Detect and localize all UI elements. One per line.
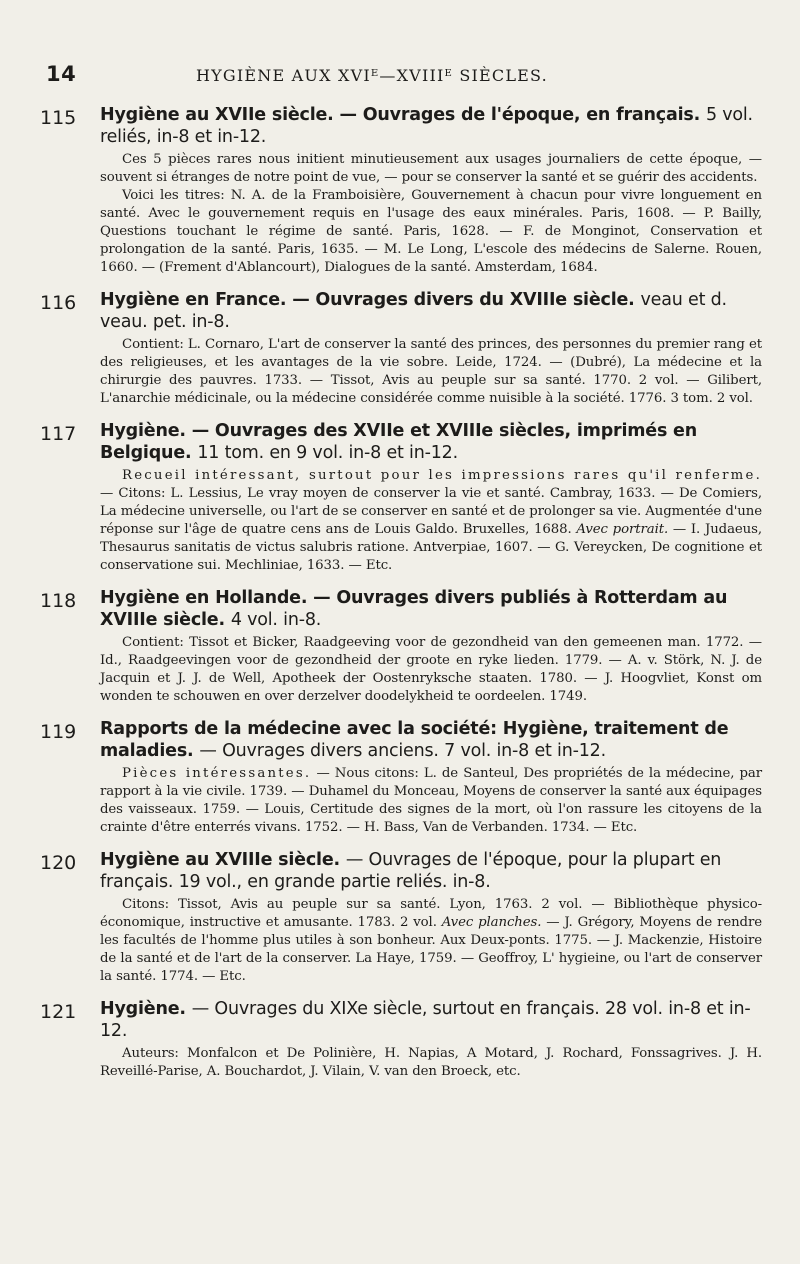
entry-description-italic: Avec portrait. [576, 522, 669, 537]
entry-description [100, 765, 762, 837]
catalogue-entry-115 [40, 104, 762, 277]
entry-description-text: — Nous citons: L. de Santeul, Des propriétés de la médecine, par rapport à la vie civile. 1739. — Duhamel du Monceau, Moyens de conserver la santé aux équipages des vaisseaux. 1759. — Louis, Certitude des signes de la mort, où l'on rassure les citoyens de la crainte d'être enterrés vivans. 1752. — H. Bass, Van de Verbanden. 1734. — Etc. [100, 766, 762, 835]
entry-description: Contient: Tissot et Bicker, Raadgeeving voor de gezondheid van den gemeenen man. 1772. — Id., Raadgeevingen voor de gezondheid der groote en ryke lieden. 1779. — A. v. Störk, N. J. de Jacquin et J. J. de Well, Apotheek der Oostenryksche staaten. 1780. — J. Hoogvliet, Konst om wonden te schouwen en over derzelver doodelykheid te oordeelen. 1749. [100, 635, 762, 704]
catalogue-entry-118 [40, 587, 762, 706]
catalogue-entry-120 [40, 849, 762, 986]
entry-description-italic: Avec planches. [441, 915, 542, 930]
entry-description-spaced: Recueil intéressant, surtout pour les impressions rares qu'il renferme. [122, 468, 762, 483]
page-number: 14 [46, 62, 77, 86]
catalogue-entry-117 [40, 420, 762, 575]
catalogue-entries [40, 104, 762, 1081]
entry-title-sub: 11 tom. en 9 vol. in-8 et in-12. [197, 443, 458, 463]
entry-description-text: Citons: Tissot, Avis au peuple sur sa santé. Lyon, 1763. 2 vol. — Bibliothèque physico-économique, instructive et amusante. 1783. 2 vol. [100, 897, 762, 930]
entry-description: Auteurs: Monfalcon et De Polinière, H. Napias, A Motard, J. Rochard, Fonssagrives. J. H. Reveillé-Parise, A. Bouchardot, J. Vilain, V. van den Broeck, etc. [100, 1046, 762, 1079]
catalogue-entry-121 [40, 998, 762, 1081]
entry-description [100, 896, 762, 986]
entry-description-text: — Citons: L. Lessius, Le vray moyen de conserver la vie et santé. Cambray, 1633. — De Comiers, La médecine universelle, ou l'art de se conserver en santé et de prolonger sa vie. Augmentée d'une réponse sur l'âge de quatre cens ans de Louis Galdo. Bruxelles, 1688. [100, 486, 762, 537]
entry-title [100, 104, 762, 148]
catalogue-entry-119 [40, 718, 762, 837]
entry-title-main: Hygiène en Hollande. — Ouvrages divers publiés à Rotterdam au XVIIIe siècle. [100, 588, 728, 630]
entry-title-main: Hygiène en France. — Ouvrages divers du XVIIIe siècle. [100, 290, 635, 310]
page-header [46, 62, 756, 92]
entry-number: 117 [40, 423, 77, 445]
entry-title-sub: — Ouvrages de l'époque, pour la plupart en français. 19 vol., en grande partie reliés. in-8. [100, 850, 722, 892]
entry-title [100, 849, 762, 893]
entry-title [100, 587, 762, 631]
entry-title-main: Rapports de la médecine avec la société: Hygiène, traitement de maladies. [100, 719, 729, 761]
entry-description [100, 467, 762, 575]
entry-title-sub: — Ouvrages divers anciens. 7 vol. in-8 et in-12. [199, 741, 606, 761]
entry-description: Ces 5 pièces rares nous initient minutieusement aux usages journaliers de cette époque, — souvent si étranges de notre point de vue, — pour se conserver la santé et se guérir des accidents. [100, 152, 762, 185]
entry-description: Contient: L. Cornaro, L'art de conserver la santé des princes, des personnes du premier rang et des religieuses, et les avantages de la vie sobre. Leide, 1724. — (Dubré), La médecine et la chirurgie des pauvres. 1733. — Tissot, Avis au peuple sur sa santé. 1770. 2 vol. — Gilibert, L'anarchie médicinale, ou la médecine considérée comme nuisible à la société. 1776. 3 tom. 2 vol. [100, 337, 762, 406]
entry-title [100, 718, 762, 762]
entry-description-tail: — I. Judaeus, Thesaurus sanitatis de victus salubris ratione. Antverpiae, 1607. — G. Vereycken, De cognitione et conservatione sui. Mechliniae, 1633. — Etc. [100, 522, 762, 573]
entry-title [100, 998, 762, 1042]
entry-description-spaced: Pièces intéressantes. [122, 766, 312, 781]
entry-title-main: Hygiène. — Ouvrages des XVIIe et XVIIIe siècles, imprimés en Belgique. [100, 421, 697, 463]
entry-number: 115 [40, 107, 77, 129]
entry-title-main: Hygiène. [100, 999, 186, 1019]
entry-number: 119 [40, 721, 77, 743]
entry-number: 121 [40, 1001, 77, 1023]
entry-title-sub: veau et d. veau. pet. in-8. [100, 290, 727, 332]
entry-description-tail: — J. Grégory, Moyens de rendre les facultés de l'homme plus utiles à son bonheur. Aux Deux-ponts. 1775. — J. Mackenzie, Histoire de la santé et de l'art de la conserver. La Haye, 1759. — Geoffroy, L' hygieine, ou l'art de conserver la santé. 1774. — Etc. [100, 915, 762, 984]
entry-number: 118 [40, 590, 77, 612]
entry-title-sub: — Ouvrages du XIXe siècle, surtout en français. 28 vol. in-8 et in-12. [100, 999, 751, 1041]
entry-number: 120 [40, 852, 77, 874]
entry-description-titles: Voici les titres: N. A. de la Framboisière, Gouvernement à chacun pour vivre longuement en santé. Avec le gouvernement requis en l'usage des eaux minérales. Paris, 1608. — P. Bailly, Questions touchant le régime de santé. Paris, 1628. — F. de Monginot, Conservation et prolongation de la santé. Paris, 1635. — M. Le Long, L'escole des médecins de Salerne. Rouen, 1660. — (Frement d'Ablancourt), Dialogues de la santé. Amsterdam, 1684. [100, 188, 762, 275]
entry-title-main: Hygiène au XVIIe siècle. — Ouvrages de l'époque, en français. [100, 105, 701, 125]
entry-title [100, 289, 762, 333]
entry-title-main: Hygiène au XVIIIe siècle. [100, 850, 340, 870]
entry-title [100, 420, 762, 464]
entry-number: 116 [40, 292, 77, 314]
catalogue-entry-116 [40, 289, 762, 408]
entry-title-sub: 5 vol. reliés, in-8 et in-12. [100, 105, 753, 147]
entry-title-sub: 4 vol. in-8. [230, 610, 322, 630]
running-head: HYGIÈNE AUX XVIᴱ—XVIIIᴱ SIÈCLES. [196, 66, 548, 85]
